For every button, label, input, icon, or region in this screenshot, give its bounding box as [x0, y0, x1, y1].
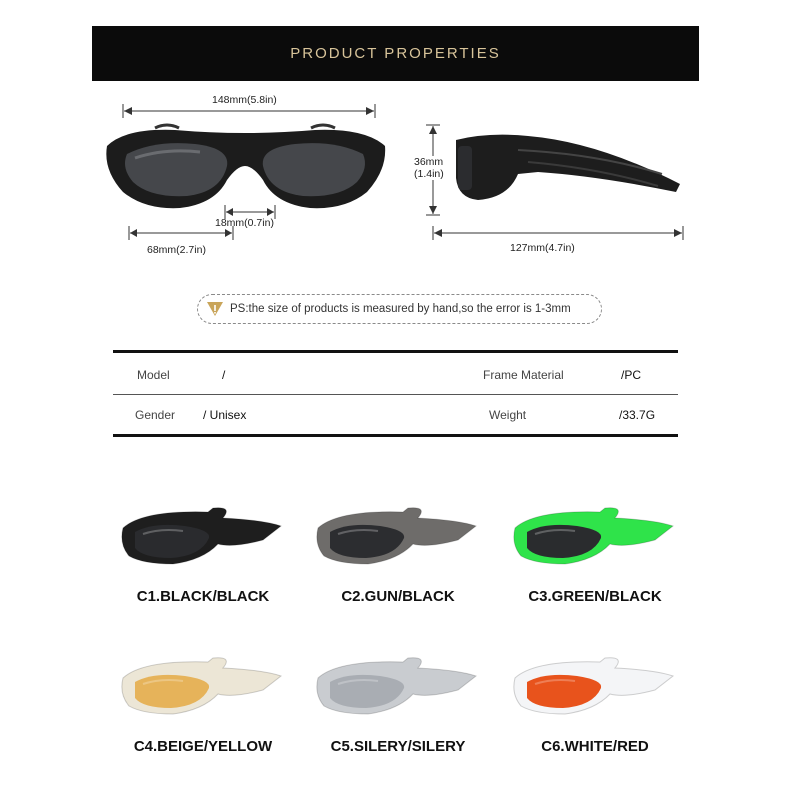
- frame-material-label: Frame Material: [483, 368, 564, 382]
- sunglasses-image: [113, 498, 293, 578]
- gender-value: / Unisex: [203, 408, 247, 422]
- variant-label: C5.SILERY/SILERY: [330, 738, 466, 755]
- variant-card[interactable]: [500, 498, 690, 618]
- bridge-dimension-label: 18mm(0.7in): [215, 217, 274, 229]
- lens-dimension-label: 68mm(2.7in): [147, 244, 206, 256]
- gender-label: Gender: [135, 408, 176, 422]
- width-dimension-line: [120, 104, 378, 118]
- warning-triangle-icon: [206, 300, 224, 318]
- variant-label: C6.WHITE/RED: [541, 738, 649, 755]
- sunglasses-image: [113, 648, 293, 728]
- frame-material-value: /PC: [621, 368, 642, 382]
- weight-value: /33.7G: [619, 408, 656, 422]
- side-view-glasses: [448, 128, 688, 208]
- lens-dimension-line: [126, 226, 236, 240]
- variant-label: C4.BEIGE/YELLOW: [133, 738, 273, 755]
- width-dimension-label: 148mm(5.8in): [212, 94, 277, 106]
- height-dimension-label-mm: 36mm: [414, 156, 444, 168]
- measurement-note-text: PS:the size of products is measured by hand,so the error is 1-3mm: [230, 303, 571, 315]
- variant-card[interactable]: [500, 648, 690, 768]
- banner-title: PRODUCT PROPERTIES: [290, 45, 501, 62]
- variant-label: C3.GREEN/BLACK: [528, 588, 662, 605]
- front-view-glasses: [95, 118, 395, 218]
- variant-label: C2.GUN/BLACK: [341, 588, 455, 605]
- variant-card[interactable]: [108, 648, 298, 768]
- sunglasses-image: [308, 648, 488, 728]
- variant-card[interactable]: [108, 498, 298, 618]
- temple-dimension-line: [430, 226, 686, 240]
- sunglasses-image: [505, 648, 685, 728]
- variant-card[interactable]: [303, 498, 493, 618]
- spec-table: [113, 350, 678, 437]
- measurement-note: [197, 294, 602, 324]
- header-banner: [92, 26, 699, 81]
- height-dimension-label-in: (1.4in): [414, 168, 444, 180]
- variant-label: C1.BLACK/BLACK: [136, 588, 270, 605]
- weight-label: Weight: [489, 408, 527, 422]
- sunglasses-image: [505, 498, 685, 578]
- model-label: Model: [137, 368, 170, 382]
- model-value: /: [222, 368, 226, 382]
- sunglasses-image: [308, 498, 488, 578]
- variant-card[interactable]: [303, 648, 493, 768]
- temple-dimension-label: 127mm(4.7in): [510, 242, 575, 254]
